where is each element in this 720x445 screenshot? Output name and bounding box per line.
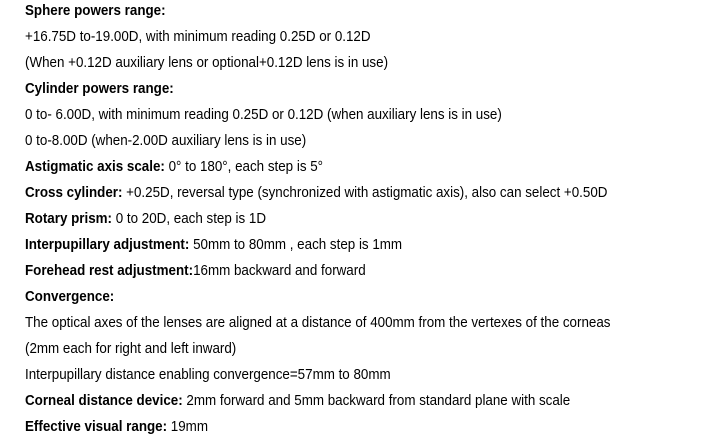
corneal-value: 2mm forward and 5mm backward from standard plane with scale	[182, 393, 571, 409]
corneal-label: Corneal distance device:	[25, 393, 183, 409]
rotary-prism-spec-line	[25, 206, 667, 232]
interpupillary-spec-line	[25, 232, 667, 258]
visual-range-spec-line	[25, 414, 667, 440]
visual-range-label: Effective visual range:	[25, 419, 168, 435]
interpupillary-value: 50mm to 80mm , each step is 1mm	[189, 237, 403, 253]
cylinder-range-text: 0 to- 6.00D, with minimum reading 0.25D or 0.12D (when auxiliary lens is in use)	[25, 107, 502, 123]
axis-value: 0° to 180°, each step is 5°	[164, 159, 324, 175]
cylinder-auxiliary-text: 0 to-8.00D (when-2.00D auxiliary lens is in use)	[25, 133, 307, 149]
axis-label: Astigmatic axis scale:	[25, 159, 165, 175]
cross-cylinder-value: +0.25D, reversal type (synchronized with astigmatic axis), also can select +0.50D	[122, 185, 608, 201]
convergence-axes-text: The optical axes of the lenses are aligned at a distance of 400mm from the vertexes of the corneas	[25, 315, 611, 331]
interpupillary-label: Interpupillary adjustment:	[25, 237, 190, 253]
sphere-heading: Sphere powers range:	[25, 3, 166, 19]
forehead-label: Forehead rest adjustment:	[25, 263, 194, 279]
corneal-spec-line	[25, 388, 667, 414]
sphere-note-text: (When +0.12D auxiliary lens or optional+0.12D lens is in use)	[25, 55, 389, 71]
convergence-inward-text: (2mm each for right and left inward)	[25, 341, 237, 357]
cross-cylinder-label: Cross cylinder:	[25, 185, 123, 201]
forehead-value: 16mm backward and forward	[193, 263, 366, 279]
rotary-prism-label: Rotary prism:	[25, 211, 113, 227]
forehead-spec-line	[25, 258, 667, 284]
convergence-heading: Convergence:	[25, 289, 115, 305]
cylinder-heading: Cylinder powers range:	[25, 81, 174, 97]
axis-spec-line	[25, 154, 667, 180]
visual-range-value: 19mm	[167, 419, 208, 435]
rotary-prism-value: 0 to 20D, each step is 1D	[112, 211, 267, 227]
specification-document	[25, 0, 667, 440]
sphere-range-text: +16.75D to-19.00D, with minimum reading 0.25D or 0.12D	[25, 29, 371, 45]
cross-cylinder-spec-line	[25, 180, 667, 206]
convergence-distance-text: Interpupillary distance enabling convergence=57mm to 80mm	[25, 367, 391, 383]
